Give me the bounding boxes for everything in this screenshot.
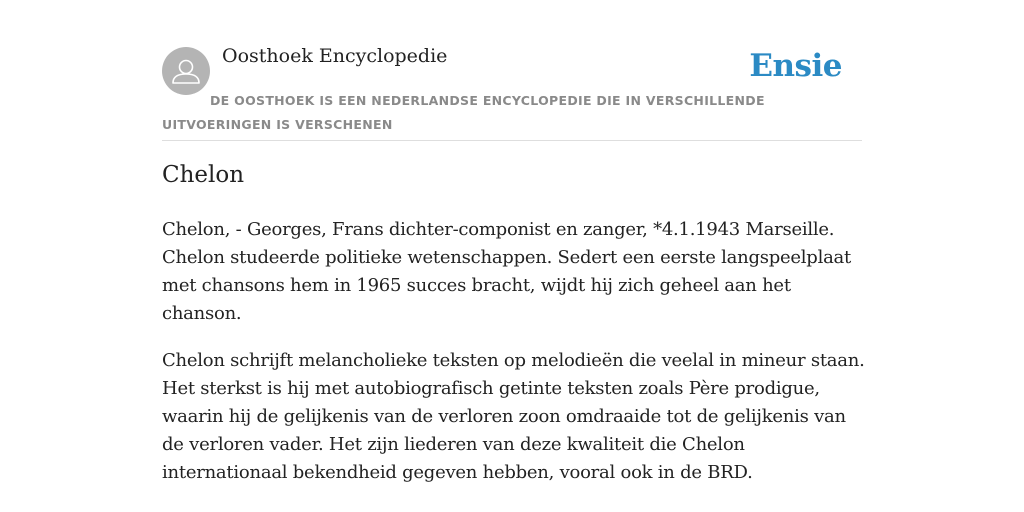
source-header	[162, 0, 862, 141]
article-body	[162, 216, 866, 506]
user-icon[interactable]	[162, 47, 210, 95]
article-title: Chelon	[162, 162, 245, 188]
page-container	[162, 0, 865, 483]
article-paragraph: Chelon schrijft melancholieke teksten op melodieën die veelal in mineur staan. Het sterkst is hij met autobiografisch getinte teksten zoals Père prodigue, waarin hij de gelijkenis van de verloren zoon omdraaide tot de gelijkenis van de verloren vader. Het zijn liederen van deze kwaliteit die Chelon internationaal bekendheid gegeven hebben, vooral ook in de BRD.	[162, 350, 865, 483]
brand-logo[interactable]: Ensie	[749, 48, 842, 84]
source-name-link[interactable]: Oosthoek Encyclopedie	[222, 45, 448, 67]
source-tagline: DE OOSTHOEK IS EEN NEDERLANDSE ENCYCLOPEDIE DIE IN VERSCHILLENDE UITVOERINGEN IS VERSCHENEN	[162, 93, 765, 132]
article-paragraph: Chelon, - Georges, Frans dichter-componist en zanger, *4.1.1943 Marseille. Chelon studeerde politieke wetenschappen. Sedert een eerste langspeelplaat met chansons hem in 1965 succes bracht, wijdt hij zich geheel aan het chanson.	[162, 219, 852, 324]
